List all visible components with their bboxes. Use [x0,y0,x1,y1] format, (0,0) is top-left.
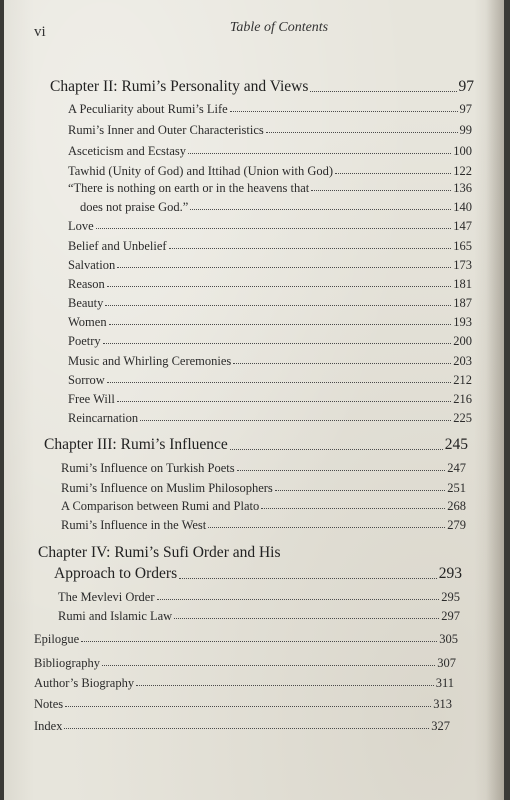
leader-dots [65,706,431,707]
toc-entry-page: 181 [453,277,472,291]
toc-entry-title: does not praise God.” [80,200,189,214]
toc-entry-page: 305 [439,632,458,646]
toc-entry-title: Poetry [68,334,101,348]
toc-entry-page: 216 [453,392,472,406]
toc-entry-title: Approach to Orders [54,565,178,582]
toc-entry-page: 307 [437,656,456,670]
toc-entry-title: Rumi’s Inner and Outer Characteristics [68,123,264,137]
leader-dots [230,111,458,112]
toc-entry-page: 311 [435,676,454,690]
toc-entry [34,632,458,646]
toc-entry [68,392,472,406]
toc-entry-title: Asceticism and Ecstasy [68,144,187,158]
toc-entry-title: Tawhid (Unity of God) and Ittihad (Union with God) [68,164,334,178]
toc-entry-chapter-3 [44,436,468,454]
leader-dots [140,420,451,421]
toc-entry-title: Sorrow [68,373,105,387]
toc-entry-page: 293 [438,565,462,582]
leader-dots [310,91,456,92]
toc-entry [68,239,472,253]
toc-entry-page: 99 [459,123,472,137]
leader-dots [266,132,458,133]
leader-dots [208,527,445,528]
toc-entry-title: Chapter III: Rumi’s Influence [44,436,228,453]
toc-entry [68,334,472,348]
toc-entry-page: 212 [453,373,472,387]
toc-entry-title: Rumi’s Influence in the West [61,518,207,532]
leader-dots [136,685,434,686]
toc-entry-chapter-4-cont [54,565,462,583]
toc-entry-page: 327 [431,719,450,733]
toc-entry-page: 187 [453,296,472,310]
toc-entry-chapter-2 [50,78,474,96]
toc-entry-title: Reason [68,277,105,291]
toc-entry-title: Love [68,219,94,233]
leader-dots [107,286,451,287]
toc-entry-page: 251 [447,481,466,495]
toc-entry-page: 245 [444,436,468,453]
leader-dots [109,324,452,325]
toc-entry [68,296,472,310]
toc-entry-title: Rumi’s Influence on Muslim Philosophers [61,481,273,495]
toc-entry-page: 100 [453,144,472,158]
toc-entry-title: Beauty [68,296,104,310]
toc-entry-page: 97 [458,78,474,95]
leader-dots [102,665,435,666]
toc-entry [58,590,460,604]
toc-entry [68,277,472,291]
leader-dots [311,190,451,191]
toc-entry-title: A Comparison between Rumi and Plato [61,499,260,513]
leader-dots [233,363,451,364]
toc-entry-title: “There is nothing on earth or in the heavens that [68,181,310,195]
leader-dots [117,401,451,402]
leader-dots [105,305,451,306]
toc-entry-title: Chapter II: Rumi’s Personality and Views [50,78,309,95]
toc-entry-title: Author’s Biography [34,676,135,690]
toc-entry-title: Music and Whirling Ceremonies [68,354,232,368]
toc-entry-page: 173 [453,258,472,272]
leader-dots [169,248,452,249]
toc-entry-page: 140 [453,200,472,214]
leader-dots [261,508,445,509]
toc-entry-title: Index [34,719,63,733]
leader-dots [179,578,437,579]
toc-entry-title: The Mevlevi Order [58,590,155,604]
toc-entry-page: 97 [459,102,472,116]
toc-entry-page: 147 [453,219,472,233]
toc-entry [68,354,472,368]
toc-entry [34,656,456,670]
toc-entry-page: 193 [453,315,472,329]
toc-entry [80,200,472,214]
toc-entry-page: 297 [441,609,460,623]
toc-entry-page: 203 [453,354,472,368]
toc-entry [68,181,472,195]
toc-entry-title: Bibliography [34,656,100,670]
toc-entry-title: Salvation [68,258,116,272]
toc-entry [61,481,466,495]
page-number: vi [34,24,46,40]
page-edge-shadow [486,0,504,800]
toc-entry-title: Belief and Unbelief [68,239,167,253]
toc-entry-page: 200 [453,334,472,348]
leader-dots [190,209,451,210]
toc-entry [68,373,472,387]
book-page [4,0,504,800]
leader-dots [174,618,439,619]
toc-entry-title: Epilogue [34,632,80,646]
toc-entry-page: 295 [441,590,460,604]
toc-entry-page: 122 [453,164,472,178]
toc-entry [68,258,472,272]
toc-entry-page: 165 [453,239,472,253]
leader-dots [230,449,443,450]
toc-entry [68,164,472,178]
toc-entry [61,499,466,513]
toc-entry [58,609,460,623]
leader-dots [157,599,440,600]
toc-entry-title: Chapter IV: Rumi’s Sufi Order and His [38,544,281,561]
toc-entry-page: 136 [453,181,472,195]
toc-entry [68,411,472,425]
leader-dots [188,153,451,154]
toc-entry-page: 279 [447,518,466,532]
toc-entry [34,697,452,711]
leader-dots [96,228,452,229]
leader-dots [237,470,446,471]
leader-dots [103,343,452,344]
toc-entry-page: 247 [447,461,466,475]
toc-entry-chapter-4 [38,544,281,562]
toc-entry-title: Women [68,315,107,329]
toc-entry-title: A Peculiarity about Rumi’s Life [68,102,228,116]
toc-entry [61,461,466,475]
toc-entry-title: Reincarnation [68,411,139,425]
leader-dots [107,382,451,383]
leader-dots [275,490,445,491]
leader-dots [64,728,429,729]
leader-dots [117,267,451,268]
toc-entry [68,144,472,158]
toc-entry-title: Free Will [68,392,115,406]
toc-entry-page: 225 [453,411,472,425]
toc-entry-page: 268 [447,499,466,513]
toc-entry [68,219,472,233]
toc-entry [68,123,472,137]
toc-entry-title: Notes [34,697,64,711]
running-title: Table of Contents [229,20,329,35]
toc-entry [68,315,472,329]
toc-entry [61,518,466,532]
toc-entry [34,676,454,690]
toc-entry [34,719,450,733]
toc-entry-title: Rumi and Islamic Law [58,609,173,623]
leader-dots [81,641,437,642]
toc-entry [68,102,472,116]
toc-entry-page: 313 [433,697,452,711]
leader-dots [335,173,451,174]
toc-entry-title: Rumi’s Influence on Turkish Poets [61,461,235,475]
